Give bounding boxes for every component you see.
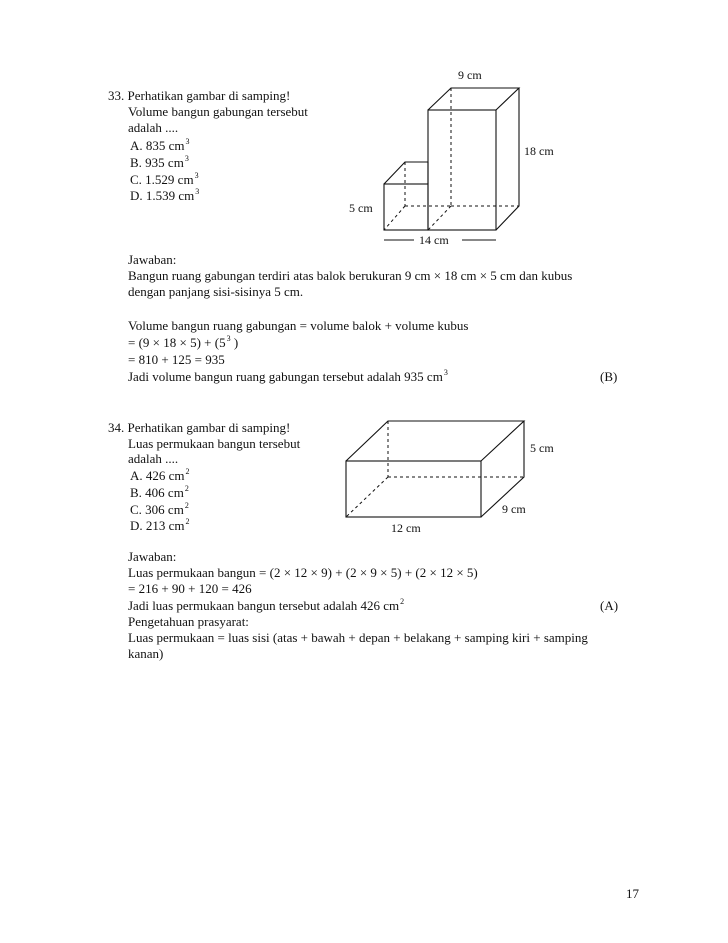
q34-prereq-text: Luas permukaan = luas sisi (atas + bawah + depan + belakang + samping kiri + samping [128, 630, 588, 645]
q34-answer-step: = 216 + 90 + 120 = 426 [128, 581, 252, 596]
q34-prereq-heading: Pengetahuan prasyarat: [128, 614, 249, 629]
q34-answer-text: Luas permukaan bangun = (2 × 12 × 9) + (2 × 9 × 5) + (2 × 12 × 5) [128, 565, 478, 580]
q34-label-length: 12 cm [391, 521, 421, 535]
q34-figure-cuboid [346, 421, 524, 517]
q34-conclusion: Jadi luas permukaan bangun tersebut adalah 426 $cm^2$ [128, 597, 405, 613]
q33-question-text-end: adalah .... [128, 120, 179, 135]
q34-answer-heading: Jawaban: [128, 549, 177, 564]
q33-option-c: C. 1.529 $cm^3$ [130, 171, 199, 187]
q34-option-d: D. 213 $cm^2$ [130, 517, 190, 533]
q34-option-a: A. 426 $cm^2$ [130, 467, 190, 483]
q33-figure-cuboid [428, 88, 519, 230]
q34-option-c: C. 306 $cm^2$ [130, 501, 189, 517]
q34-prereq-text-cont: kanan) [128, 646, 164, 661]
q33-answer-key: (B) [600, 369, 618, 384]
q34-answer-key: (A) [600, 598, 619, 613]
page-number: 17 [626, 886, 639, 901]
q33-option-a: A. 835 $cm^3$ [130, 137, 190, 153]
q33-option-d: D. 1.539 $cm^3$ [130, 187, 200, 203]
q34-question-text: Luas permukaan bangun tersebut [128, 436, 301, 451]
q33-figure-cube [384, 162, 451, 230]
q33-answer-heading: Jawaban: [128, 252, 177, 267]
q34-label-depth: 9 cm [502, 502, 526, 516]
q33-label-cube: 5 cm [349, 201, 373, 215]
q33-calc-step1: = $(9 \times 18 \times 5) + (5^3$ ) [128, 334, 239, 350]
q33-question-text: Volume bangun gabungan tersebut [128, 104, 308, 119]
q33-answer-text-cont: dengan panjang sisi-sisinya 5 cm. [128, 284, 304, 299]
q33-question-title: 33. Perhatikan gambar di samping! [108, 88, 291, 103]
q34-option-b: B. 406 $cm^2$ [130, 484, 189, 500]
q33-label-height: 18 cm [524, 144, 554, 158]
q33-option-b: B. 935 $cm^3$ [130, 154, 189, 170]
q33-answer-text: Bangun ruang gabungan terdiri atas balok berukuran 9 cm × 18 cm × 5 cm dan kubus [128, 268, 573, 283]
q33-conclusion: Jadi volume bangun ruang gabungan tersebut adalah 935 $cm^3$ [128, 368, 448, 384]
q33-label-top: 9 cm [458, 68, 482, 82]
q34-label-height: 5 cm [530, 441, 554, 455]
q33-label-bottom: 14 cm [419, 233, 449, 247]
q34-question-title: 34. Perhatikan gambar di samping! [108, 420, 291, 435]
q33-calc-step2: = 810 + 125 = 935 [128, 352, 225, 367]
q33-calc-formula: Volume bangun ruang gabungan = volume balok + volume kubus [128, 318, 469, 333]
q34-question-text-end: adalah .... [128, 451, 179, 466]
